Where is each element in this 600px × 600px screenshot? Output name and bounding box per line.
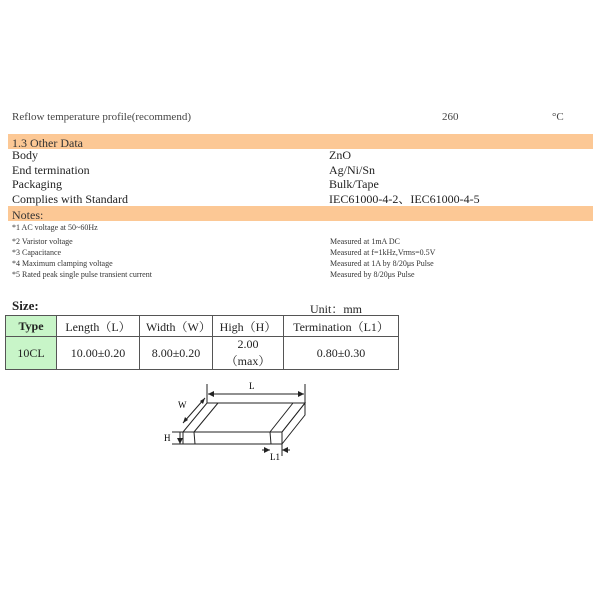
table-header-row [6, 316, 399, 337]
note-item: Measured at 1mA DC [330, 237, 400, 246]
row-value: IEC61000-4-2、IEC61000-4-5 [329, 191, 480, 206]
data-row [12, 192, 592, 207]
row-key: End termination [12, 162, 90, 177]
note-item: *2 Varistor voltage [12, 237, 73, 246]
row-value: ZnO [329, 148, 351, 162]
header-high: High（H） [213, 316, 284, 337]
notes-right [330, 236, 435, 280]
row-value: Ag/Ni/Sn [329, 162, 376, 177]
chip-dimension-diagram [150, 370, 320, 470]
notes-left [12, 222, 152, 280]
clipped-row-value: 260 [442, 111, 459, 123]
row-value: Bulk/Tape [329, 177, 379, 191]
note-item: Measured at f=1kHz,Vrms=0.5V [330, 248, 436, 257]
section-title: Notes: [12, 208, 44, 222]
header-type: Type [6, 316, 57, 337]
label-L: L [249, 381, 255, 391]
cell-high: 2.00（max） [213, 337, 284, 370]
table-row [6, 337, 399, 370]
clipped-spec-row [12, 111, 592, 128]
clipped-row-unit: °C [552, 111, 564, 123]
note-item: *1 AC voltage at 50~60Hz [12, 223, 98, 232]
cell-type: 10CL [6, 337, 57, 370]
note-item: Measured at 1A by 8/20μs Pulse [330, 259, 434, 268]
note-item: Measured by 8/20μs Pulse [330, 270, 415, 279]
note-item: *5 Rated peak single pulse transient current [12, 270, 152, 279]
row-key: Complies with Standard [12, 191, 128, 206]
section-title: 1.3 Other Data [12, 136, 83, 150]
size-title: Size: [12, 298, 39, 313]
header-termination: Termination（L1） [284, 316, 399, 337]
unit-label: Unit：mm [310, 302, 363, 316]
note-item: *3 Capacitance [12, 248, 62, 257]
cell-termination: 0.80±0.30 [284, 337, 399, 370]
data-row [12, 148, 592, 163]
note-item: *4 Maximum clamping voltage [12, 259, 113, 268]
label-L1: L1 [270, 452, 280, 462]
notes-header [8, 206, 593, 221]
size-table [5, 315, 399, 370]
header-width: Width（W） [140, 316, 213, 337]
label-W: W [178, 400, 187, 410]
header-length: Length（L） [57, 316, 140, 337]
label-H: H [164, 433, 171, 443]
row-key: Body [12, 148, 39, 162]
cell-width: 8.00±0.20 [140, 337, 213, 370]
row-key: Packaging [12, 177, 62, 191]
data-row [12, 163, 592, 178]
cell-length: 10.00±0.20 [57, 337, 140, 370]
data-row [12, 177, 592, 192]
other-data-header [8, 134, 593, 149]
clipped-row-label: Reflow temperature profile(recommend) [12, 111, 191, 123]
